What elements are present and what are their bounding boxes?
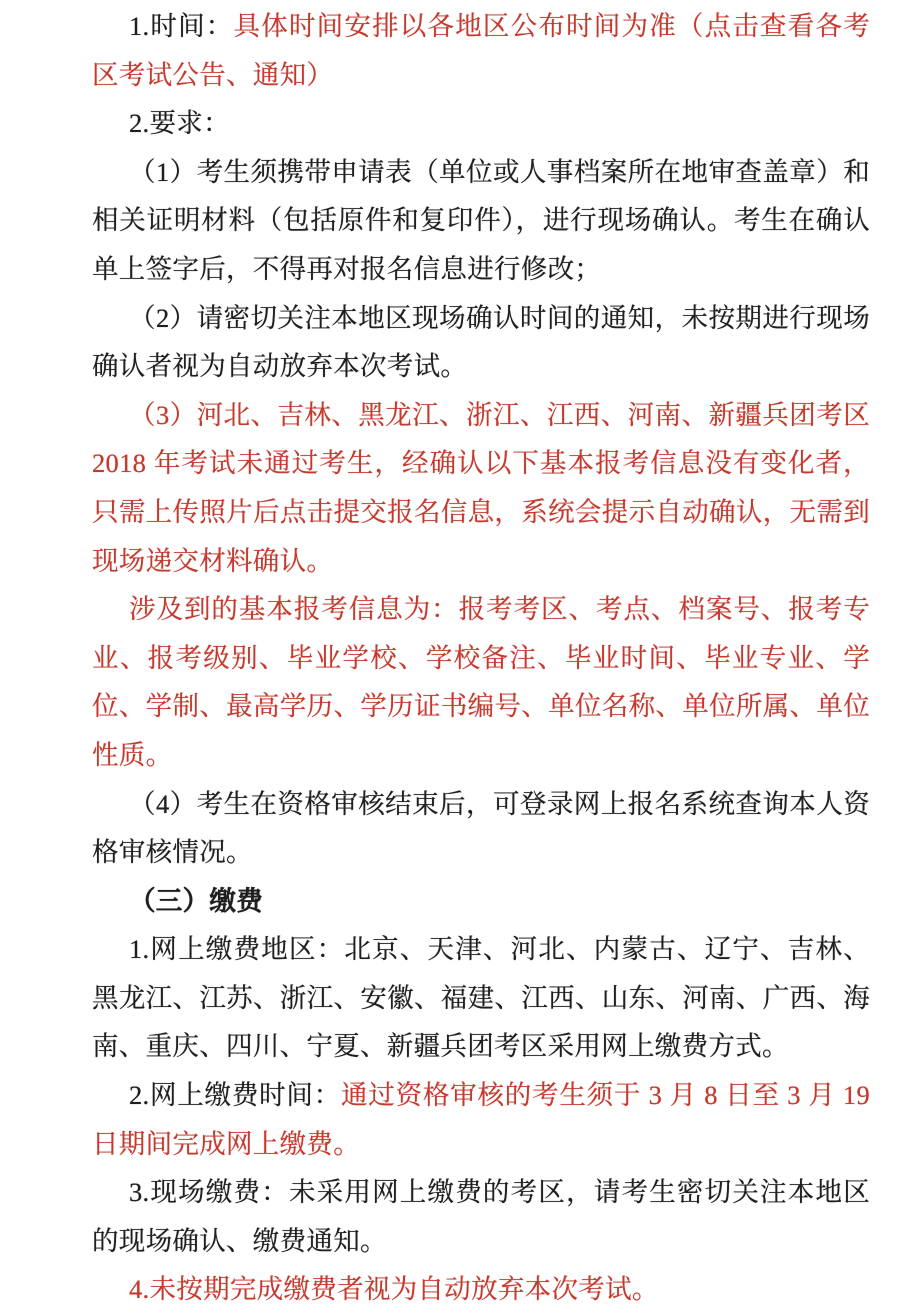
para-requirement-1	[92, 148, 870, 294]
para-basic-info-list	[92, 585, 870, 779]
online-payment-time-value: 通过资格审核的考生须于 3 月 8 日至 3 月 19 日期间完成网上缴费。	[92, 1080, 870, 1159]
requirement-4-text: （4）考生在资格审核结束后，可登录网上报名系统查询本人资格审核情况。	[92, 788, 870, 868]
exam-announcement-link[interactable]: （点击查看各考区考试公告、通知）	[92, 11, 870, 90]
para-requirement-3	[92, 391, 870, 585]
para-requirements-label	[92, 99, 870, 148]
payment-heading-text: （三）缴费	[129, 885, 263, 916]
requirements-label-text: 2.要求：	[129, 108, 230, 139]
requirement-1-text: （1）考生须携带申请表（单位或人事档案所在地审查盖章）和相关证明材料（包括原件和复印件），进行现场确认。考生在确认单上签字后，不得再对报名信息进行修改；	[92, 156, 870, 284]
para-onsite-payment	[92, 1168, 870, 1265]
payment-deadline-warning-text: 4.未按期完成缴费者视为自动放弃本次考试。	[129, 1274, 659, 1305]
para-confirmation-time	[92, 2, 870, 99]
basic-info-list-text: 涉及到的基本报考信息为：报考考区、考点、档案号、报考专业、报考级别、毕业学校、学校备注、毕业时间、毕业专业、学位、学制、最高学历、学历证书编号、单位名称、单位所属、单位性质。	[92, 594, 870, 770]
para-online-payment-time	[92, 1071, 870, 1168]
para-requirement-4	[92, 780, 870, 877]
payment-section-heading	[92, 877, 870, 926]
online-payment-regions-text: 1.网上缴费地区：北京、天津、河北、内蒙古、辽宁、吉林、黑龙江、江苏、浙江、安徽、福建、江西、山东、河南、广西、海南、重庆、四川、宁夏、新疆兵团考区采用网上缴费方式。	[92, 934, 870, 1062]
requirement-3-text: （3）河北、吉林、黑龙江、浙江、江西、河南、新疆兵团考区 2018 年考试未通过考生，经确认以下基本报考信息没有变化者，只需上传照片后点击提交报名信息，系统会提示自动确认，无需到现场递交材料确认。	[92, 399, 870, 576]
time-value-text: 具体时间安排以各地区公布时间为准	[233, 11, 677, 41]
document-body	[92, 2, 870, 1314]
requirement-2-text: （2）请密切关注本地区现场确认时间的通知，未按期进行现场确认者视为自动放弃本次考试。	[92, 302, 870, 382]
onsite-payment-text: 3.现场缴费：未采用网上缴费的考区，请考生密切关注本地区的现场确认、缴费通知。	[92, 1177, 870, 1256]
para-online-payment-regions	[92, 925, 870, 1071]
para-requirement-2	[92, 294, 870, 391]
time-label: 1.时间：	[129, 11, 234, 41]
online-payment-time-label: 2.网上缴费时间：	[129, 1080, 341, 1111]
